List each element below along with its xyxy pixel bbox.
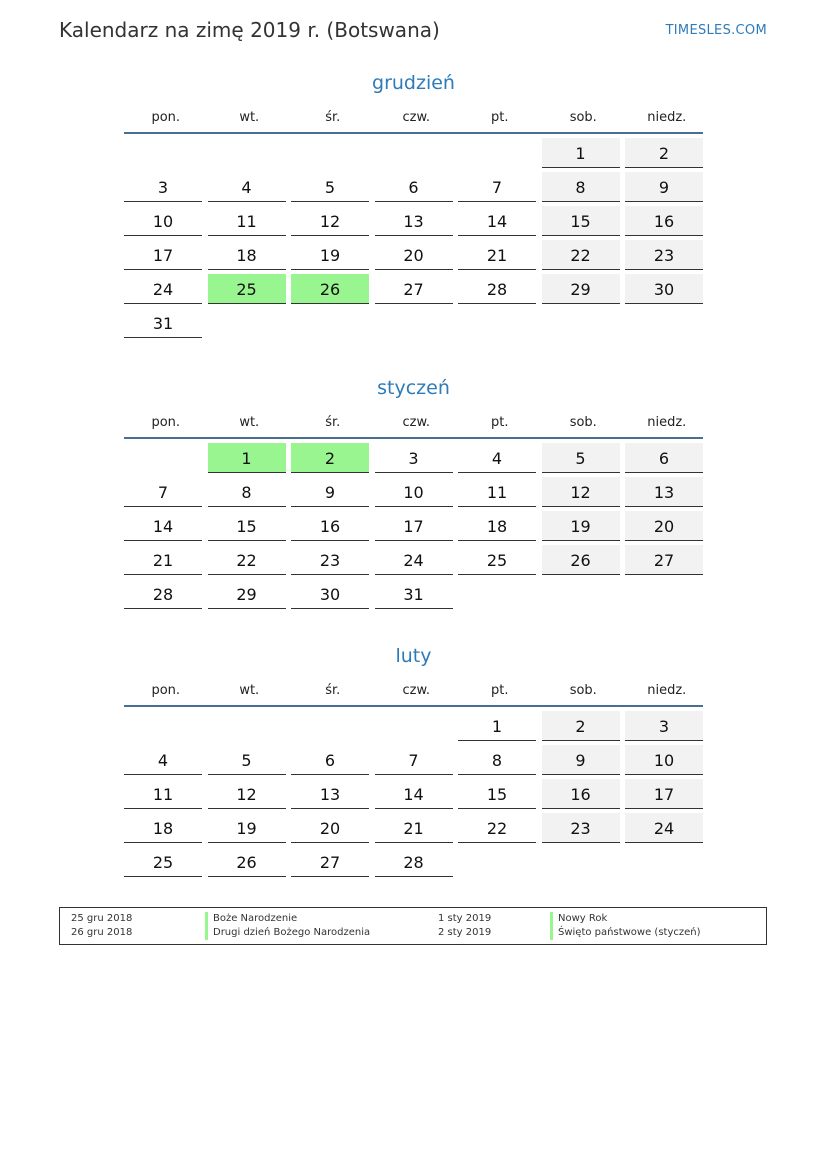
day-cell: 13 bbox=[375, 206, 453, 236]
day-cell: 26 bbox=[542, 545, 620, 575]
weekday-label: wt. bbox=[239, 110, 260, 125]
day-cell: 28 bbox=[458, 274, 536, 304]
day-cell: 28 bbox=[375, 847, 453, 877]
day-cell: 17 bbox=[375, 511, 453, 541]
day-grid bbox=[124, 443, 703, 609]
weekday-label: niedz. bbox=[647, 110, 687, 125]
day-cell: 2 bbox=[625, 138, 703, 168]
day-cell: 4 bbox=[124, 745, 202, 775]
day-cell: 22 bbox=[458, 813, 536, 843]
day-cell: 28 bbox=[124, 579, 202, 609]
day-cell: 6 bbox=[375, 172, 453, 202]
day-cell: 3 bbox=[625, 711, 703, 741]
day-cell: 22 bbox=[542, 240, 620, 270]
weekday-label: śr. bbox=[325, 415, 341, 430]
day-cell: 10 bbox=[375, 477, 453, 507]
day-cell: 3 bbox=[124, 172, 202, 202]
legend-holiday-name: Boże Narodzenie bbox=[205, 912, 297, 926]
brand-link[interactable]: TIMESLES.COM bbox=[665, 23, 767, 38]
holiday-day-cell: 26 bbox=[291, 274, 369, 304]
day-grid bbox=[124, 711, 703, 877]
day-cell: 3 bbox=[375, 443, 453, 473]
day-cell: 11 bbox=[124, 779, 202, 809]
empty-cell bbox=[124, 711, 202, 741]
day-cell: 7 bbox=[124, 477, 202, 507]
weekday-label: pon. bbox=[151, 110, 181, 125]
empty-cell bbox=[458, 138, 536, 168]
day-cell: 7 bbox=[375, 745, 453, 775]
day-cell: 8 bbox=[542, 172, 620, 202]
day-cell: 30 bbox=[625, 274, 703, 304]
weekday-label: śr. bbox=[325, 683, 341, 698]
day-cell: 18 bbox=[458, 511, 536, 541]
day-cell: 26 bbox=[208, 847, 286, 877]
weekday-label: pon. bbox=[151, 415, 181, 430]
day-cell: 21 bbox=[124, 545, 202, 575]
day-cell: 15 bbox=[208, 511, 286, 541]
day-grid bbox=[124, 138, 703, 338]
day-cell: 24 bbox=[124, 274, 202, 304]
day-cell: 20 bbox=[291, 813, 369, 843]
day-cell: 20 bbox=[375, 240, 453, 270]
empty-cell bbox=[375, 138, 453, 168]
day-cell: 9 bbox=[625, 172, 703, 202]
day-cell: 24 bbox=[625, 813, 703, 843]
weekday-header bbox=[124, 415, 703, 439]
day-cell: 17 bbox=[625, 779, 703, 809]
day-cell: 11 bbox=[458, 477, 536, 507]
day-cell: 14 bbox=[375, 779, 453, 809]
month-title: styczeń bbox=[377, 377, 450, 399]
month-title: luty bbox=[395, 645, 432, 667]
day-cell: 11 bbox=[208, 206, 286, 236]
day-cell: 14 bbox=[124, 511, 202, 541]
weekday-label: sob. bbox=[569, 110, 597, 125]
weekday-label: sob. bbox=[569, 415, 597, 430]
day-cell: 23 bbox=[291, 545, 369, 575]
day-cell: 19 bbox=[291, 240, 369, 270]
day-cell: 4 bbox=[208, 172, 286, 202]
day-cell: 12 bbox=[208, 779, 286, 809]
day-cell: 21 bbox=[458, 240, 536, 270]
month-december bbox=[124, 68, 703, 338]
day-cell: 21 bbox=[375, 813, 453, 843]
holiday-day-cell: 25 bbox=[208, 274, 286, 304]
day-cell: 6 bbox=[291, 745, 369, 775]
legend-date: 26 gru 2018 bbox=[71, 927, 133, 938]
day-cell: 19 bbox=[542, 511, 620, 541]
empty-cell bbox=[124, 138, 202, 168]
day-cell: 31 bbox=[375, 579, 453, 609]
day-cell: 4 bbox=[458, 443, 536, 473]
day-cell: 25 bbox=[124, 847, 202, 877]
day-cell: 23 bbox=[625, 240, 703, 270]
page-title: Kalendarz na zimę 2019 r. (Botswana) bbox=[59, 18, 440, 42]
day-cell: 7 bbox=[458, 172, 536, 202]
day-cell: 30 bbox=[291, 579, 369, 609]
day-cell: 5 bbox=[291, 172, 369, 202]
legend-holiday-name: Święto państwowe (styczeń) bbox=[550, 926, 701, 940]
holiday-day-cell: 1 bbox=[208, 443, 286, 473]
legend-date: 1 sty 2019 bbox=[438, 913, 492, 924]
day-cell: 13 bbox=[625, 477, 703, 507]
weekday-label: czw. bbox=[402, 110, 431, 125]
day-cell: 27 bbox=[375, 274, 453, 304]
day-cell: 16 bbox=[542, 779, 620, 809]
empty-cell bbox=[291, 138, 369, 168]
weekday-label: niedz. bbox=[647, 415, 687, 430]
day-cell: 9 bbox=[291, 477, 369, 507]
holiday-day-cell: 2 bbox=[291, 443, 369, 473]
month-february bbox=[124, 641, 703, 877]
day-cell: 8 bbox=[458, 745, 536, 775]
day-cell: 14 bbox=[458, 206, 536, 236]
legend-row bbox=[60, 926, 766, 940]
day-cell: 15 bbox=[542, 206, 620, 236]
day-cell: 10 bbox=[625, 745, 703, 775]
day-cell: 5 bbox=[542, 443, 620, 473]
day-cell: 15 bbox=[458, 779, 536, 809]
day-cell: 5 bbox=[208, 745, 286, 775]
empty-cell bbox=[124, 443, 202, 473]
weekday-header bbox=[124, 683, 703, 707]
weekday-label: pon. bbox=[151, 683, 181, 698]
weekday-label: czw. bbox=[402, 683, 431, 698]
weekday-label: pt. bbox=[491, 415, 509, 430]
month-title: grudzień bbox=[372, 72, 455, 94]
day-cell: 22 bbox=[208, 545, 286, 575]
day-cell: 16 bbox=[291, 511, 369, 541]
day-cell: 19 bbox=[208, 813, 286, 843]
day-cell: 12 bbox=[542, 477, 620, 507]
legend-date: 25 gru 2018 bbox=[71, 913, 133, 924]
day-cell: 12 bbox=[291, 206, 369, 236]
day-cell: 17 bbox=[124, 240, 202, 270]
day-cell: 18 bbox=[124, 813, 202, 843]
day-cell: 16 bbox=[625, 206, 703, 236]
weekday-label: pt. bbox=[491, 683, 509, 698]
weekday-label: czw. bbox=[402, 415, 431, 430]
legend-row bbox=[60, 912, 766, 926]
legend-holiday-name: Drugi dzień Bożego Narodzenia bbox=[205, 926, 370, 940]
day-cell: 1 bbox=[458, 711, 536, 741]
day-cell: 6 bbox=[625, 443, 703, 473]
day-cell: 23 bbox=[542, 813, 620, 843]
month-january bbox=[124, 373, 703, 609]
legend-holiday-name: Nowy Rok bbox=[550, 912, 607, 926]
empty-cell bbox=[291, 711, 369, 741]
day-cell: 31 bbox=[124, 308, 202, 338]
weekday-label: pt. bbox=[491, 110, 509, 125]
empty-cell bbox=[208, 711, 286, 741]
day-cell: 24 bbox=[375, 545, 453, 575]
day-cell: 1 bbox=[542, 138, 620, 168]
weekday-label: wt. bbox=[239, 683, 260, 698]
legend-date: 2 sty 2019 bbox=[438, 927, 492, 938]
empty-cell bbox=[208, 138, 286, 168]
weekday-label: śr. bbox=[325, 110, 341, 125]
day-cell: 20 bbox=[625, 511, 703, 541]
day-cell: 27 bbox=[291, 847, 369, 877]
day-cell: 18 bbox=[208, 240, 286, 270]
day-cell: 27 bbox=[625, 545, 703, 575]
weekday-header bbox=[124, 110, 703, 134]
day-cell: 9 bbox=[542, 745, 620, 775]
weekday-label: sob. bbox=[569, 683, 597, 698]
day-cell: 29 bbox=[208, 579, 286, 609]
weekday-label: niedz. bbox=[647, 683, 687, 698]
day-cell: 25 bbox=[458, 545, 536, 575]
weekday-label: wt. bbox=[239, 415, 260, 430]
empty-cell bbox=[375, 711, 453, 741]
day-cell: 8 bbox=[208, 477, 286, 507]
day-cell: 29 bbox=[542, 274, 620, 304]
day-cell: 13 bbox=[291, 779, 369, 809]
holiday-legend bbox=[59, 907, 767, 945]
day-cell: 10 bbox=[124, 206, 202, 236]
day-cell: 2 bbox=[542, 711, 620, 741]
